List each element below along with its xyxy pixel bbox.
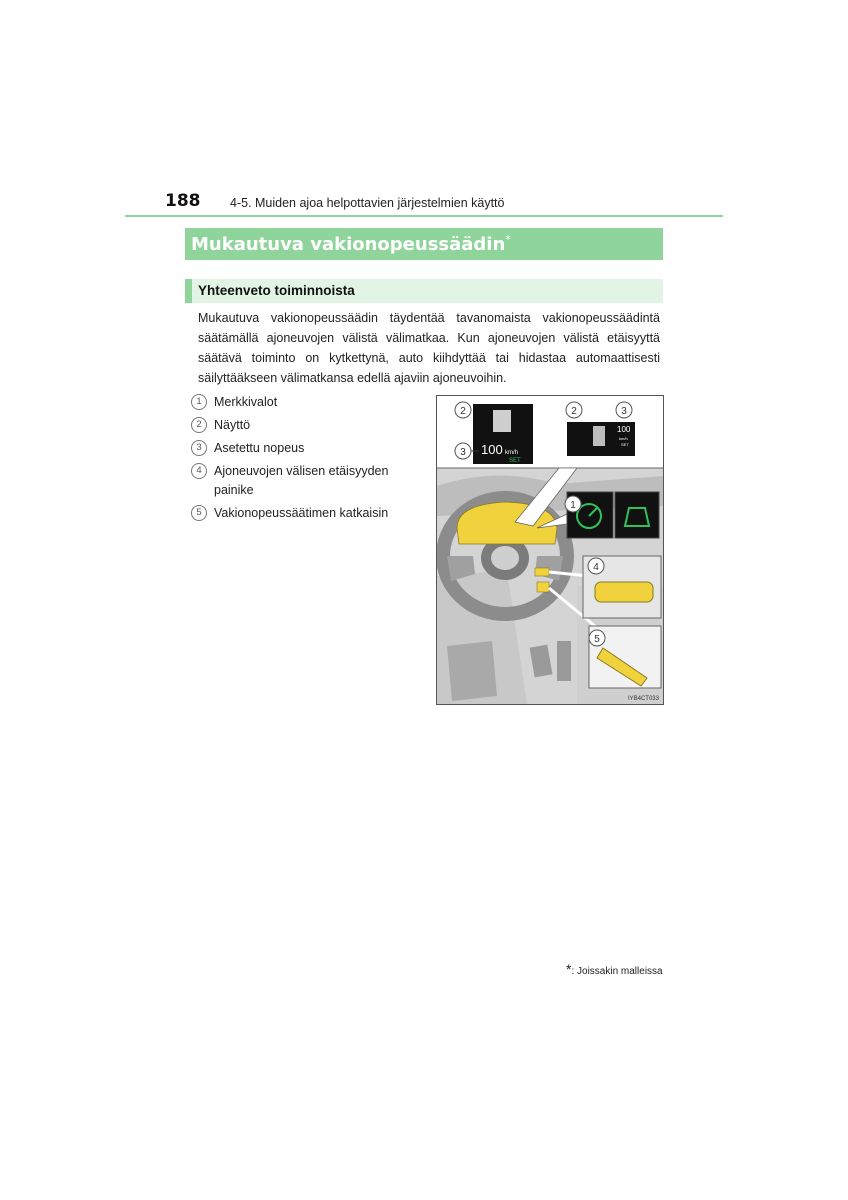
callout-5: 5 — [594, 634, 600, 645]
cruise-switch-highlight — [537, 582, 549, 592]
legend-number: 2 — [191, 417, 207, 433]
legend-label: Vakionopeussäätimen katkaisin — [214, 506, 389, 520]
footnote — [566, 961, 663, 977]
legend-item — [191, 439, 427, 458]
left-display-speed: 100 — [481, 442, 503, 457]
callout-2-right: 2 — [571, 406, 577, 417]
section-title — [191, 233, 511, 255]
legend-label: Näyttö — [214, 418, 251, 432]
legend-list — [191, 393, 427, 527]
callout-4: 4 — [593, 562, 599, 573]
floor-mat — [447, 641, 497, 701]
legend-number: 3 — [191, 440, 207, 456]
header-rule — [125, 215, 723, 217]
indicator-box-2 — [615, 492, 659, 538]
section-title-bar — [185, 228, 663, 260]
left-display-car-icon — [493, 410, 511, 432]
callout-3-left: 3 — [460, 447, 466, 458]
legend-number: 1 — [191, 394, 207, 410]
legend-number: 5 — [191, 505, 207, 521]
lexus-logo-icon — [491, 546, 519, 570]
legend-item — [191, 416, 427, 435]
left-display-set: SET — [509, 458, 521, 464]
left-display-unit: km/h — [505, 450, 519, 456]
pedal-right — [557, 641, 571, 681]
right-display-unit: km/h — [619, 436, 628, 441]
intro-paragraph: Mukautuva vakionopeussäädin täydentää tavanomaista vakionopeussäädintä säätämällä ajoneuvojen välistä välimatkaa. Kun ajoneuvojen välistä etäisyyttä säätävä toiminto on kytkettynä, auto kiihdyttää tai hidastaa automaattisesti säilyttääkseen välimatkansa edellä ajaviin ajoneuvoihin. — [198, 311, 660, 385]
breadcrumb: 4-5. Muiden ajoa helpottavien järjestelmien käyttö — [230, 196, 505, 210]
figure-code: IYB4CT033 — [627, 696, 659, 702]
section-title-text: Mukautuva vakionopeussäädin — [191, 234, 506, 255]
distance-button-highlight — [535, 568, 549, 576]
right-display-car-icon — [593, 426, 605, 446]
subsection-bar — [185, 279, 663, 303]
callout-1: 1 — [570, 500, 576, 511]
section-title-mark: * — [505, 233, 511, 246]
dashboard-illustration — [437, 396, 663, 704]
legend-item — [191, 462, 427, 500]
right-display-speed: 100 — [617, 425, 631, 434]
legend-label: Merkkivalot — [214, 395, 278, 409]
legend-item — [191, 393, 427, 412]
legend-label: Asetettu nopeus — [214, 441, 305, 455]
legend-item — [191, 504, 427, 523]
callout-3-right: 3 — [621, 406, 627, 417]
legend-label: Ajoneuvojen välisen etäisyyden painike — [214, 464, 389, 497]
page-number: 188 — [165, 191, 201, 211]
footnote-text: : Joissakin malleissa — [571, 966, 663, 977]
cruise-control-figure — [436, 395, 664, 705]
distance-button-icon — [595, 582, 653, 602]
footnote-mark: * — [566, 961, 572, 977]
subsection-title: Yhteenveto toiminnoista — [198, 283, 355, 298]
legend-number: 4 — [191, 463, 207, 479]
subsection-accent — [185, 279, 192, 303]
right-display-set: SET — [621, 442, 629, 447]
callout-2-left: 2 — [460, 406, 466, 417]
